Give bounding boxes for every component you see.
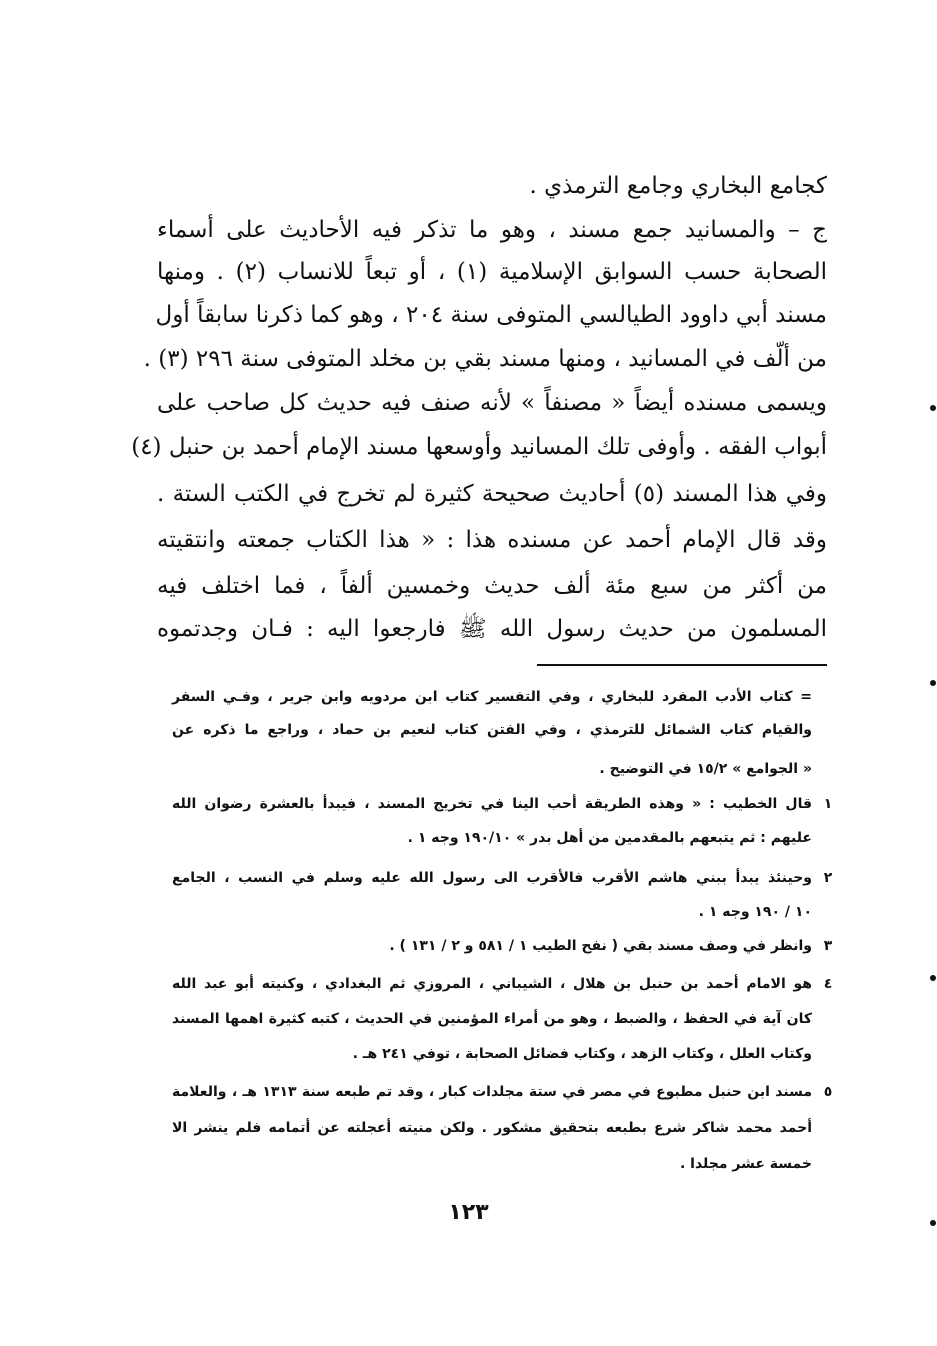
footnote-line: ١٠ / ١٩٠ وجه ١ .: [698, 904, 812, 920]
body-line: أبواب الفقه . وأوفى تلك المسانيد وأوسعها مسند الإمام أحمد بن حنبل (٤): [131, 434, 827, 460]
binding-hole-mark: [930, 680, 936, 686]
body-line: وقد قال الإمام أحمد عن مسنده هذا : « هذا الكتاب جمعته وانتقيته: [157, 527, 827, 553]
footnote-line: قال الخطيب : « وهذه الطريقة أحب الينا في تخريج المسند ، فيبدأ بالعشرة رضوان الله: [172, 796, 812, 812]
footnote-line: عليهم : ثم يتبعهم بالمقدمين من أهل بدر » ١٩٠/١٠ وجه ١ .: [407, 830, 812, 846]
footnote-number: ٤: [823, 976, 833, 992]
footnote-continuation-line: « الجوامع » ١٥/٢ في التوضيح .: [599, 761, 812, 777]
footnote-number: ٢: [823, 870, 833, 886]
footnote-continuation-line: والقيام كتاب الشمائل للترمذي ، وفي الفتن كتاب لنعيم بن حماد ، وراجع ما ذكره عن: [172, 722, 812, 738]
page-number: ١٢٣: [448, 1200, 489, 1225]
footnote-line: أحمد محمد شاكر شرع بطبعه بتحقيق مشكور . ولكن منيته أعجلته عن أتمامه فلم ينشر الا: [172, 1120, 812, 1136]
footnote-separator: [537, 664, 827, 666]
footnote-number: ٣: [823, 938, 833, 954]
body-line: كجامع البخاري وجامع الترمذي .: [529, 173, 827, 199]
body-line: ج – والمسانيد جمع مسند ، وهو ما تذكر فيه الأحاديث على أسماء: [157, 217, 827, 243]
body-line: من أكثر من سبع مئة ألف حديث وخمسين ألفاً ، فما اختلف فيه: [157, 573, 827, 599]
body-line: من ألّف في المسانيد ، ومنها مسند بقي بن مخلد المتوفى سنة ٢٩٦ (٣) .: [143, 346, 827, 372]
footnote-line: وانظر في وصف مسند بقي ( نفح الطيب ١ / ٥٨١ و ٢ / ١٣١ ) .: [389, 938, 812, 954]
footnote-number: ٥: [823, 1084, 833, 1100]
binding-hole-mark: [930, 405, 936, 411]
footnote-line: وكتاب العلل ، وكتاب الزهد ، وكتاب فضائل الصحابة ، توفي ٢٤١ هـ .: [352, 1046, 812, 1062]
footnote-continuation-line: = كتاب الأدب المفرد للبخاري ، وفي التفسير كتاب ابن مردويه وابن جرير ، وفـي السفر: [172, 689, 812, 705]
binding-hole-mark: [930, 1220, 936, 1226]
footnote-number: ١: [823, 796, 833, 812]
footnote-line: كان آية في الحفظ ، والضبط ، وهو من أمراء المؤمنين في الحديث ، كتبه كثيرة اهمها المسند: [172, 1011, 812, 1027]
body-line: وفي هذا المسند (٥) أحاديث صحيحة كثيرة لم تخرج في الكتب الستة .: [157, 481, 827, 507]
binding-hole-mark: [930, 975, 936, 981]
footnote-line: مسند ابن حنبل مطبوع في مصر في ستة مجلدات كبار ، وقد تم طبعه سنة ١٣١٣ هـ ، والعلامة: [172, 1084, 812, 1100]
body-line: ويسمى مسنده أيضاً « مصنفاً » لأنه صنف فيه حديث كل صاحب على: [157, 390, 827, 416]
body-line: الصحابة حسب السوابق الإسلامية (١) ، أو تبعاً للانساب (٢) . ومنها: [157, 259, 827, 285]
body-line: مسند أبي داوود الطيالسي المتوفى سنة ٢٠٤ ، وهو كما ذكرنا سابقاً أول: [155, 302, 827, 328]
body-line: المسلمون من حديث رسول الله ﷺ فارجعوا اليه : فـان وجدتموه: [157, 616, 827, 642]
footnote-line: هو الامام أحمد بن حنبل بن هلال ، الشيباني ، المروزي ثم البغدادي ، وكنيته أبو عبد الله: [172, 976, 812, 992]
footnote-line: خمسة عشر مجلدا .: [679, 1156, 812, 1172]
footnote-line: وحينئذ يبدأ ببني هاشم الأقرب فالأقرب الى رسول الله عليه وسلم في النسب ، الجامع: [172, 870, 812, 886]
